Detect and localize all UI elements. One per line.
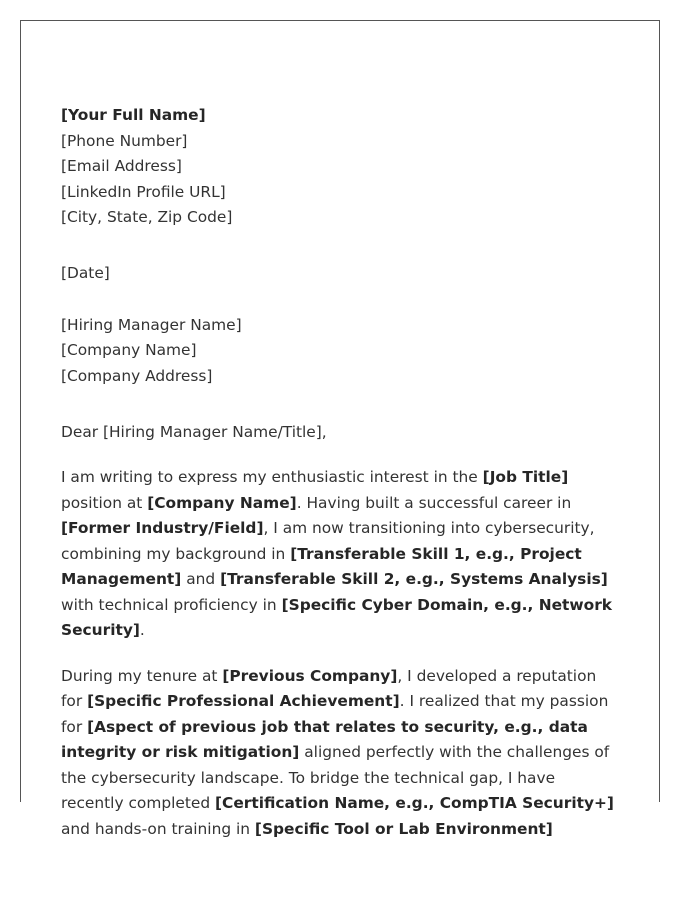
p1-text-7: .	[139, 621, 145, 639]
p1-text-5: and	[181, 570, 221, 588]
p2-previous-company: [Previous Company]	[222, 666, 398, 685]
p2-text-4: aligned perfectly with the challenges of the cybersecurity landscape. To bridge the technical gap, I have recently completed	[61, 743, 610, 812]
letter-page	[20, 20, 660, 838]
p2-text-1: During my tenure at	[61, 666, 223, 685]
p2-text-3: . I realized that my passion for	[61, 692, 609, 736]
letter-content	[61, 103, 621, 842]
p1-company-name: [Company Name]	[147, 493, 297, 512]
recipient-name: [Hiring Manager Name]	[61, 315, 242, 334]
recipient-block	[61, 313, 621, 390]
p1-skill-2: [Transferable Skill 2, e.g., Systems Analysis]	[220, 570, 608, 588]
p1-job-title: [Job Title]	[482, 468, 569, 486]
p2-text-2: , I developed a reputation for	[61, 666, 597, 710]
p2-achievement: [Specific Professional Achievement]	[87, 692, 400, 710]
body-paragraph-2	[61, 664, 621, 843]
p2-tool: [Specific Tool or Lab Environment]	[254, 819, 553, 838]
p1-former-industry: [Former Industry/Field]	[61, 519, 264, 537]
p1-text-2: position at	[61, 493, 148, 512]
sender-linkedin: [LinkedIn Profile URL]	[61, 182, 226, 201]
p1-text-3: . Having built a successful career in	[296, 493, 572, 512]
p1-text-4: , I am now transitioning into cybersecurity, combining my background in	[61, 519, 595, 563]
recipient-address: [Company Address]	[61, 366, 213, 385]
p2-certification: [Certification Name, e.g., CompTIA Security+]	[215, 794, 614, 812]
recipient-company: [Company Name]	[61, 341, 197, 359]
p1-skill-1: [Transferable Skill 1, e.g., Project Management]	[61, 544, 582, 588]
p1-text-6: with technical proficiency in	[61, 595, 282, 614]
sender-block	[61, 103, 621, 231]
body-paragraph-1	[61, 465, 621, 644]
p1-text-1: I am writing to express my enthusiastic interest in the	[61, 468, 483, 486]
sender-full-name: [Your Full Name]	[61, 106, 206, 124]
p1-cyber-domain: [Specific Cyber Domain, e.g., Network Security]	[61, 595, 613, 639]
letter-date: [Date]	[61, 264, 110, 282]
sender-email: [Email Address]	[61, 157, 182, 175]
salutation: Dear [Hiring Manager Name/Title],	[61, 422, 327, 441]
sender-location: [City, State, Zip Code]	[61, 208, 233, 226]
p2-aspect: [Aspect of previous job that relates to security, e.g., data integrity or risk mitigation]	[61, 717, 588, 761]
sender-phone: [Phone Number]	[61, 131, 188, 150]
p2-text-5: and hands-on training in	[61, 819, 255, 838]
